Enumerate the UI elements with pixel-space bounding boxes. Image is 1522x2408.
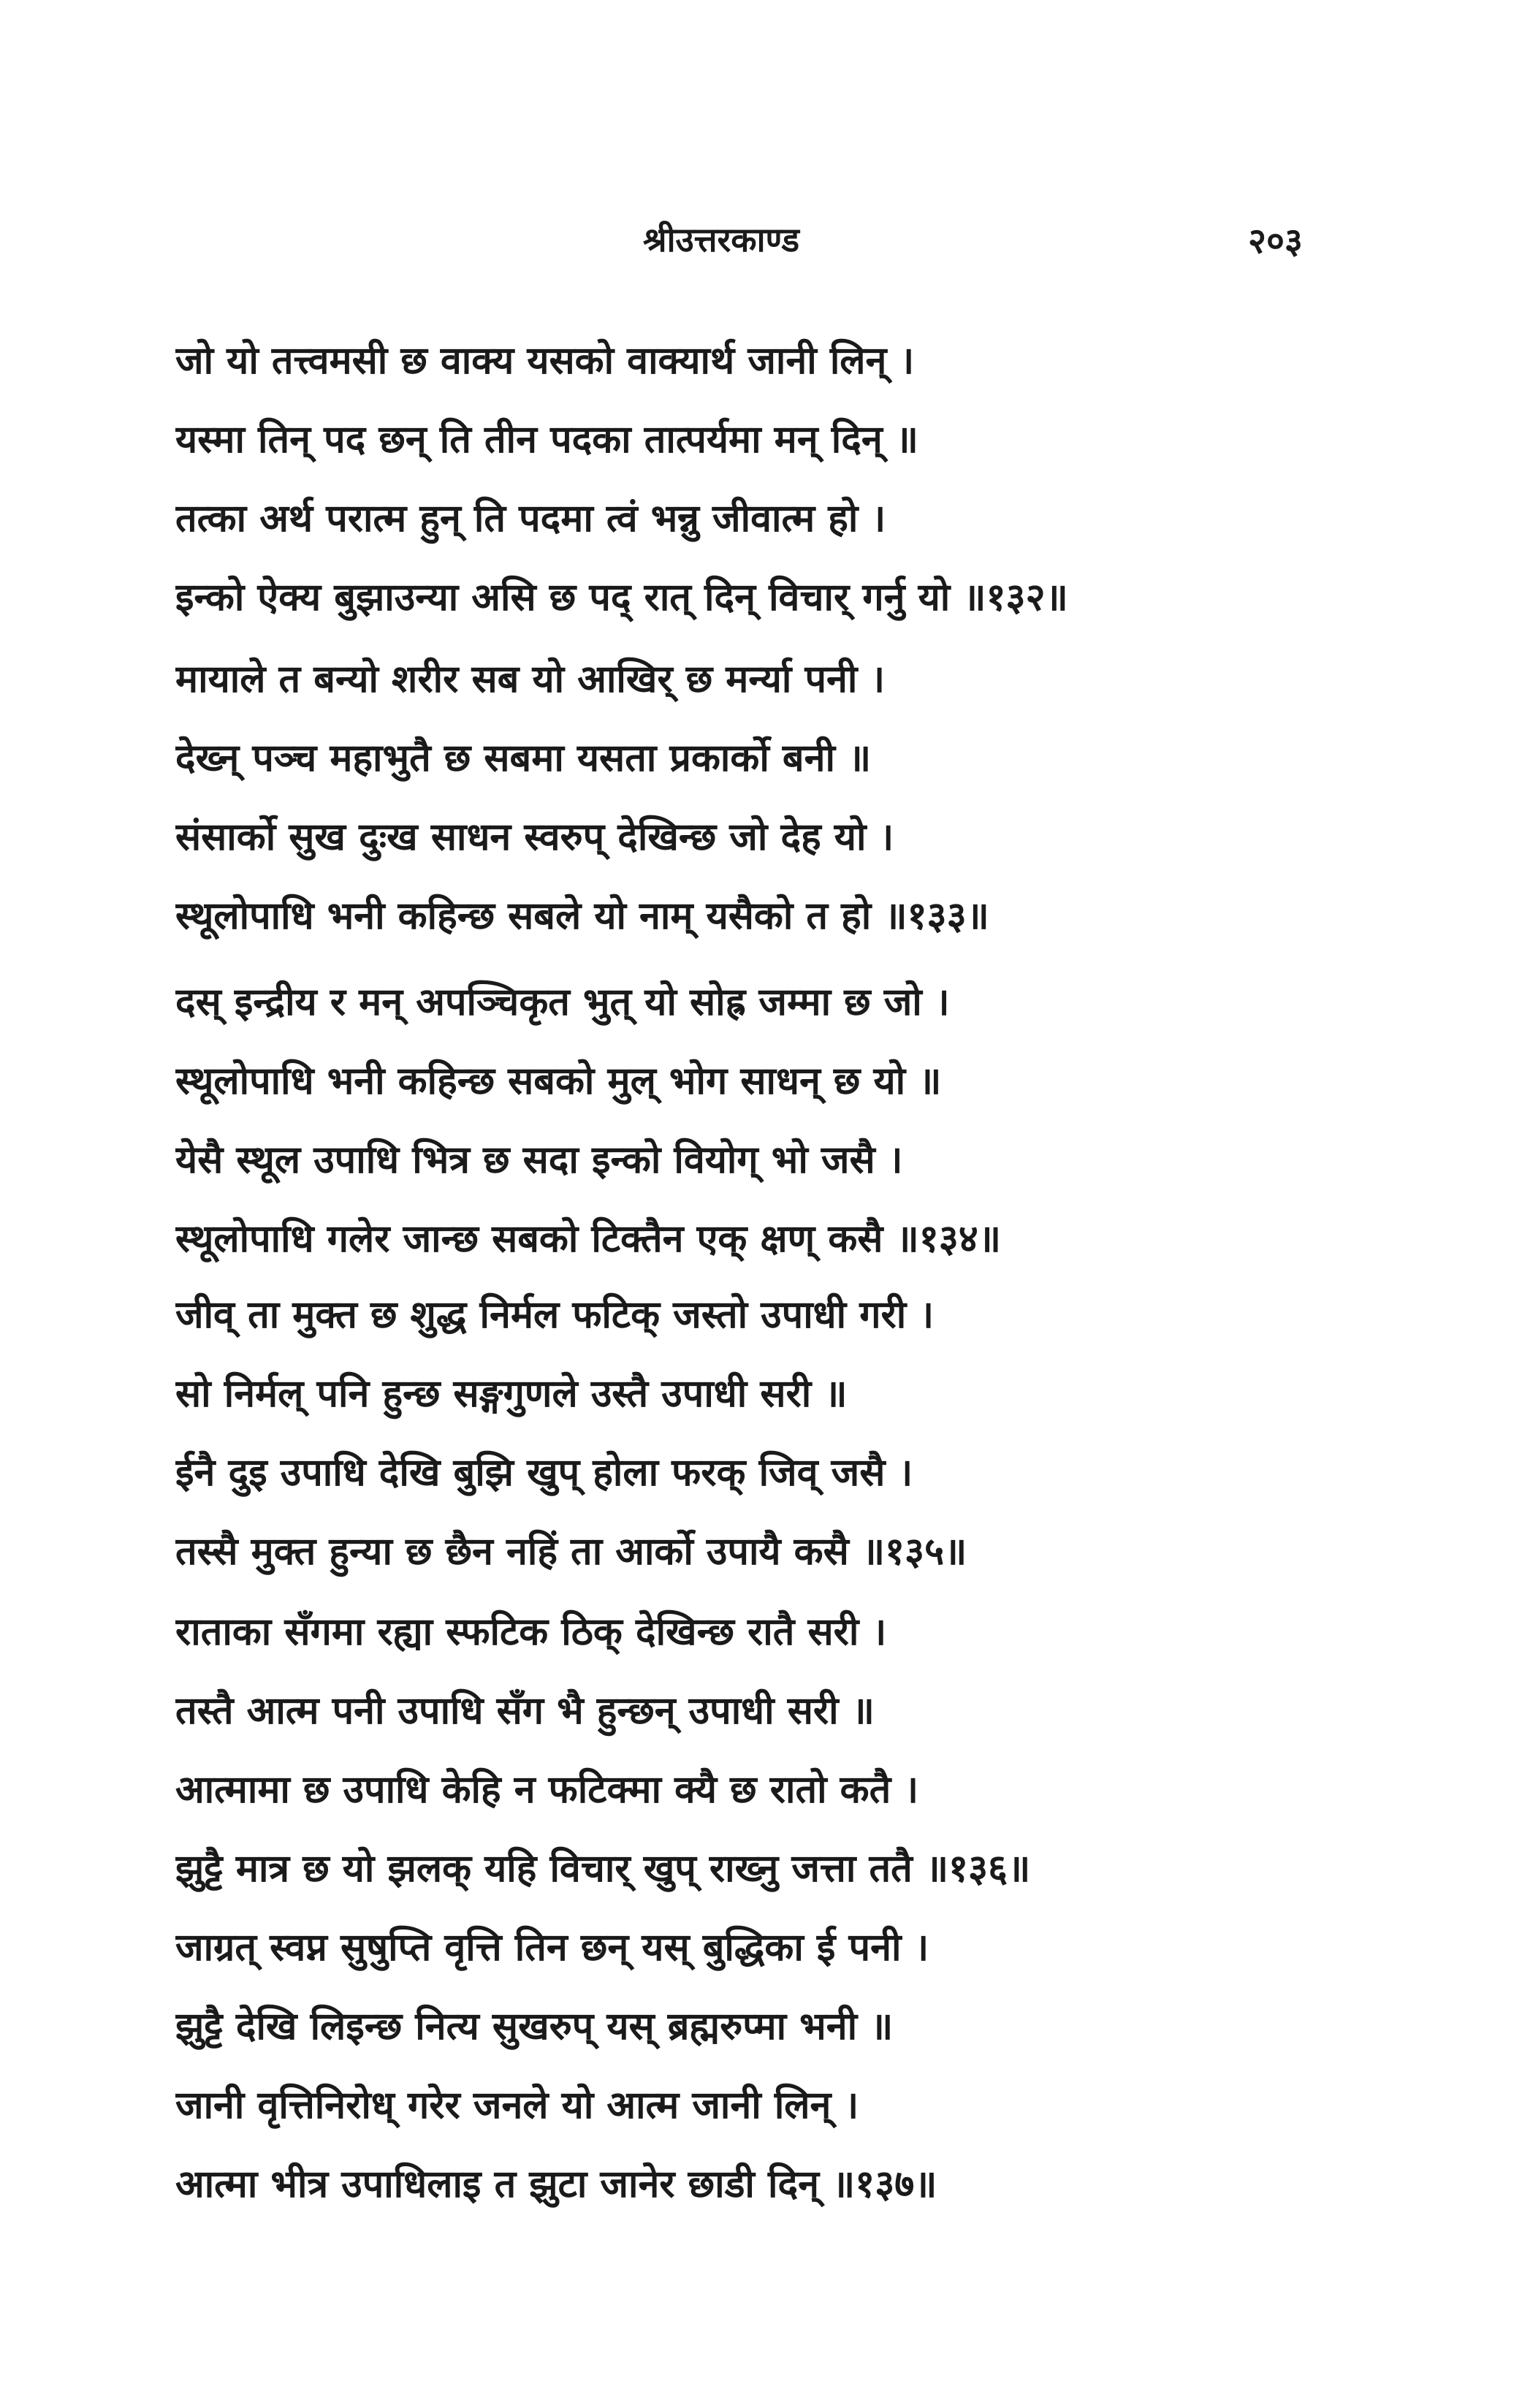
verse-line: राताका सँगमा रह्या स्फटिक ठिक् देखिन्छ रातै सरी । <box>175 1610 887 1654</box>
verse-line: जीव् ता मुक्त छ शुद्ध निर्मल फटिक् जस्तो उपाधी गरी । <box>175 1293 935 1337</box>
verse-135 <box>175 1276 1359 1591</box>
verse-line: मायाले त बन्यो शरीर सब यो आखिर् छ मर्न्या पनी । <box>175 658 886 701</box>
verse-line: येसै स्थूल उपाधि भित्र छ सदा इन्को वियोग् भो जसै । <box>175 1138 903 1182</box>
verse-line: झुट्टै मात्र छ यो झलक् यहि विचार् खुप् राख्नु जत्ता ततै ॥१३६॥ <box>175 1847 1031 1891</box>
verse-line: जो यो तत्त्वमसी छ वाक्य यसको वाक्यार्थ जानी लिन् । <box>175 339 915 383</box>
verse-line: जाग्रत् स्वप्न सुषुप्ति वृत्ति तिन छन् यस् बुद्धिका ई पनी । <box>175 1926 929 1970</box>
verse-132 <box>175 321 1359 637</box>
verse-line: जानी वृत्तिनिरोध् गरेर जनले यो आत्म जानी लिन् । <box>175 2084 859 2127</box>
verse-line: आत्मामा छ उपाधि केहि न फटिक्मा क्यै छ रातो कतै । <box>175 1768 919 1812</box>
verse-133 <box>175 640 1359 956</box>
verse-line: झुट्टै देखि लिइन्छ नित्य सुखरुप् यस् ब्रह्मरुप्मा भनी ॥ <box>175 2005 894 2049</box>
verse-136 <box>175 1593 1359 1908</box>
verse-line: दस् इन्द्रीय र मन् अपञ्चिकृत भुत् यो सोह्र जम्मा छ जो । <box>175 980 950 1024</box>
running-header <box>0 216 1522 267</box>
page-number: २०३ <box>1248 221 1303 262</box>
verse-line: आत्मा भीत्र उपाधिलाइ त झुटा जानेर छाडी दिन् ॥१३७॥ <box>175 2163 937 2206</box>
verse-line: देख्न् पञ्च महाभुतै छ सबमा यसता प्रकार्को बनी ॥ <box>175 736 872 780</box>
verse-line: संसार्को सुख दुःख साधन स्वरुप् देखिन्छ जो देह यो । <box>175 815 894 859</box>
verse-line: तस्तै आत्म पनी उपाधि सँग भै हुन्छन् उपाधी सरी ॥ <box>175 1689 875 1733</box>
verse-134 <box>175 963 1359 1279</box>
verse-line: ईनै दुइ उपाधि देखि बुझि खुप् होला फरक् जिव् जसै । <box>175 1451 913 1495</box>
verse-line: स्थूलोपाधि गलेर जान्छ सबको टिक्तैन एक् क्षण् कसै ॥१३४॥ <box>175 1217 1001 1261</box>
verse-line: इन्को ऐक्य बुझाउन्या असि छ पद् रात् दिन् विचार् गर्नु यो ॥१३२॥ <box>175 576 1068 620</box>
verse-line: तस्सै मुक्त हुन्या छ छैन नहिं ता आर्को उपायै कसै ॥१३५॥ <box>175 1530 967 1574</box>
verse-line: यस्मा तिन् पद छन् ति तीन पदका तात्पर्यमा मन् दिन् ॥ <box>175 418 918 462</box>
verse-line: स्थूलोपाधि भनी कहिन्छ सबले यो नाम् यसैको त हो ॥१३३॥ <box>175 894 989 938</box>
verse-line: स्थूलोपाधि भनी कहिन्छ सबको मुल् भोग साधन् छ यो ॥ <box>175 1059 942 1103</box>
verse-line: तत्का अर्थ परात्म हुन् ति पदमा त्वं भन्नु जीवात्म हो । <box>175 497 886 541</box>
verse-line: सो निर्मल् पनि हुन्छ सङ्गगुणले उस्तै उपाधी सरी ॥ <box>175 1372 848 1416</box>
verse-137 <box>175 1908 1359 2224</box>
chapter-title: श्रीउत्तरकाण्ड <box>643 220 799 259</box>
